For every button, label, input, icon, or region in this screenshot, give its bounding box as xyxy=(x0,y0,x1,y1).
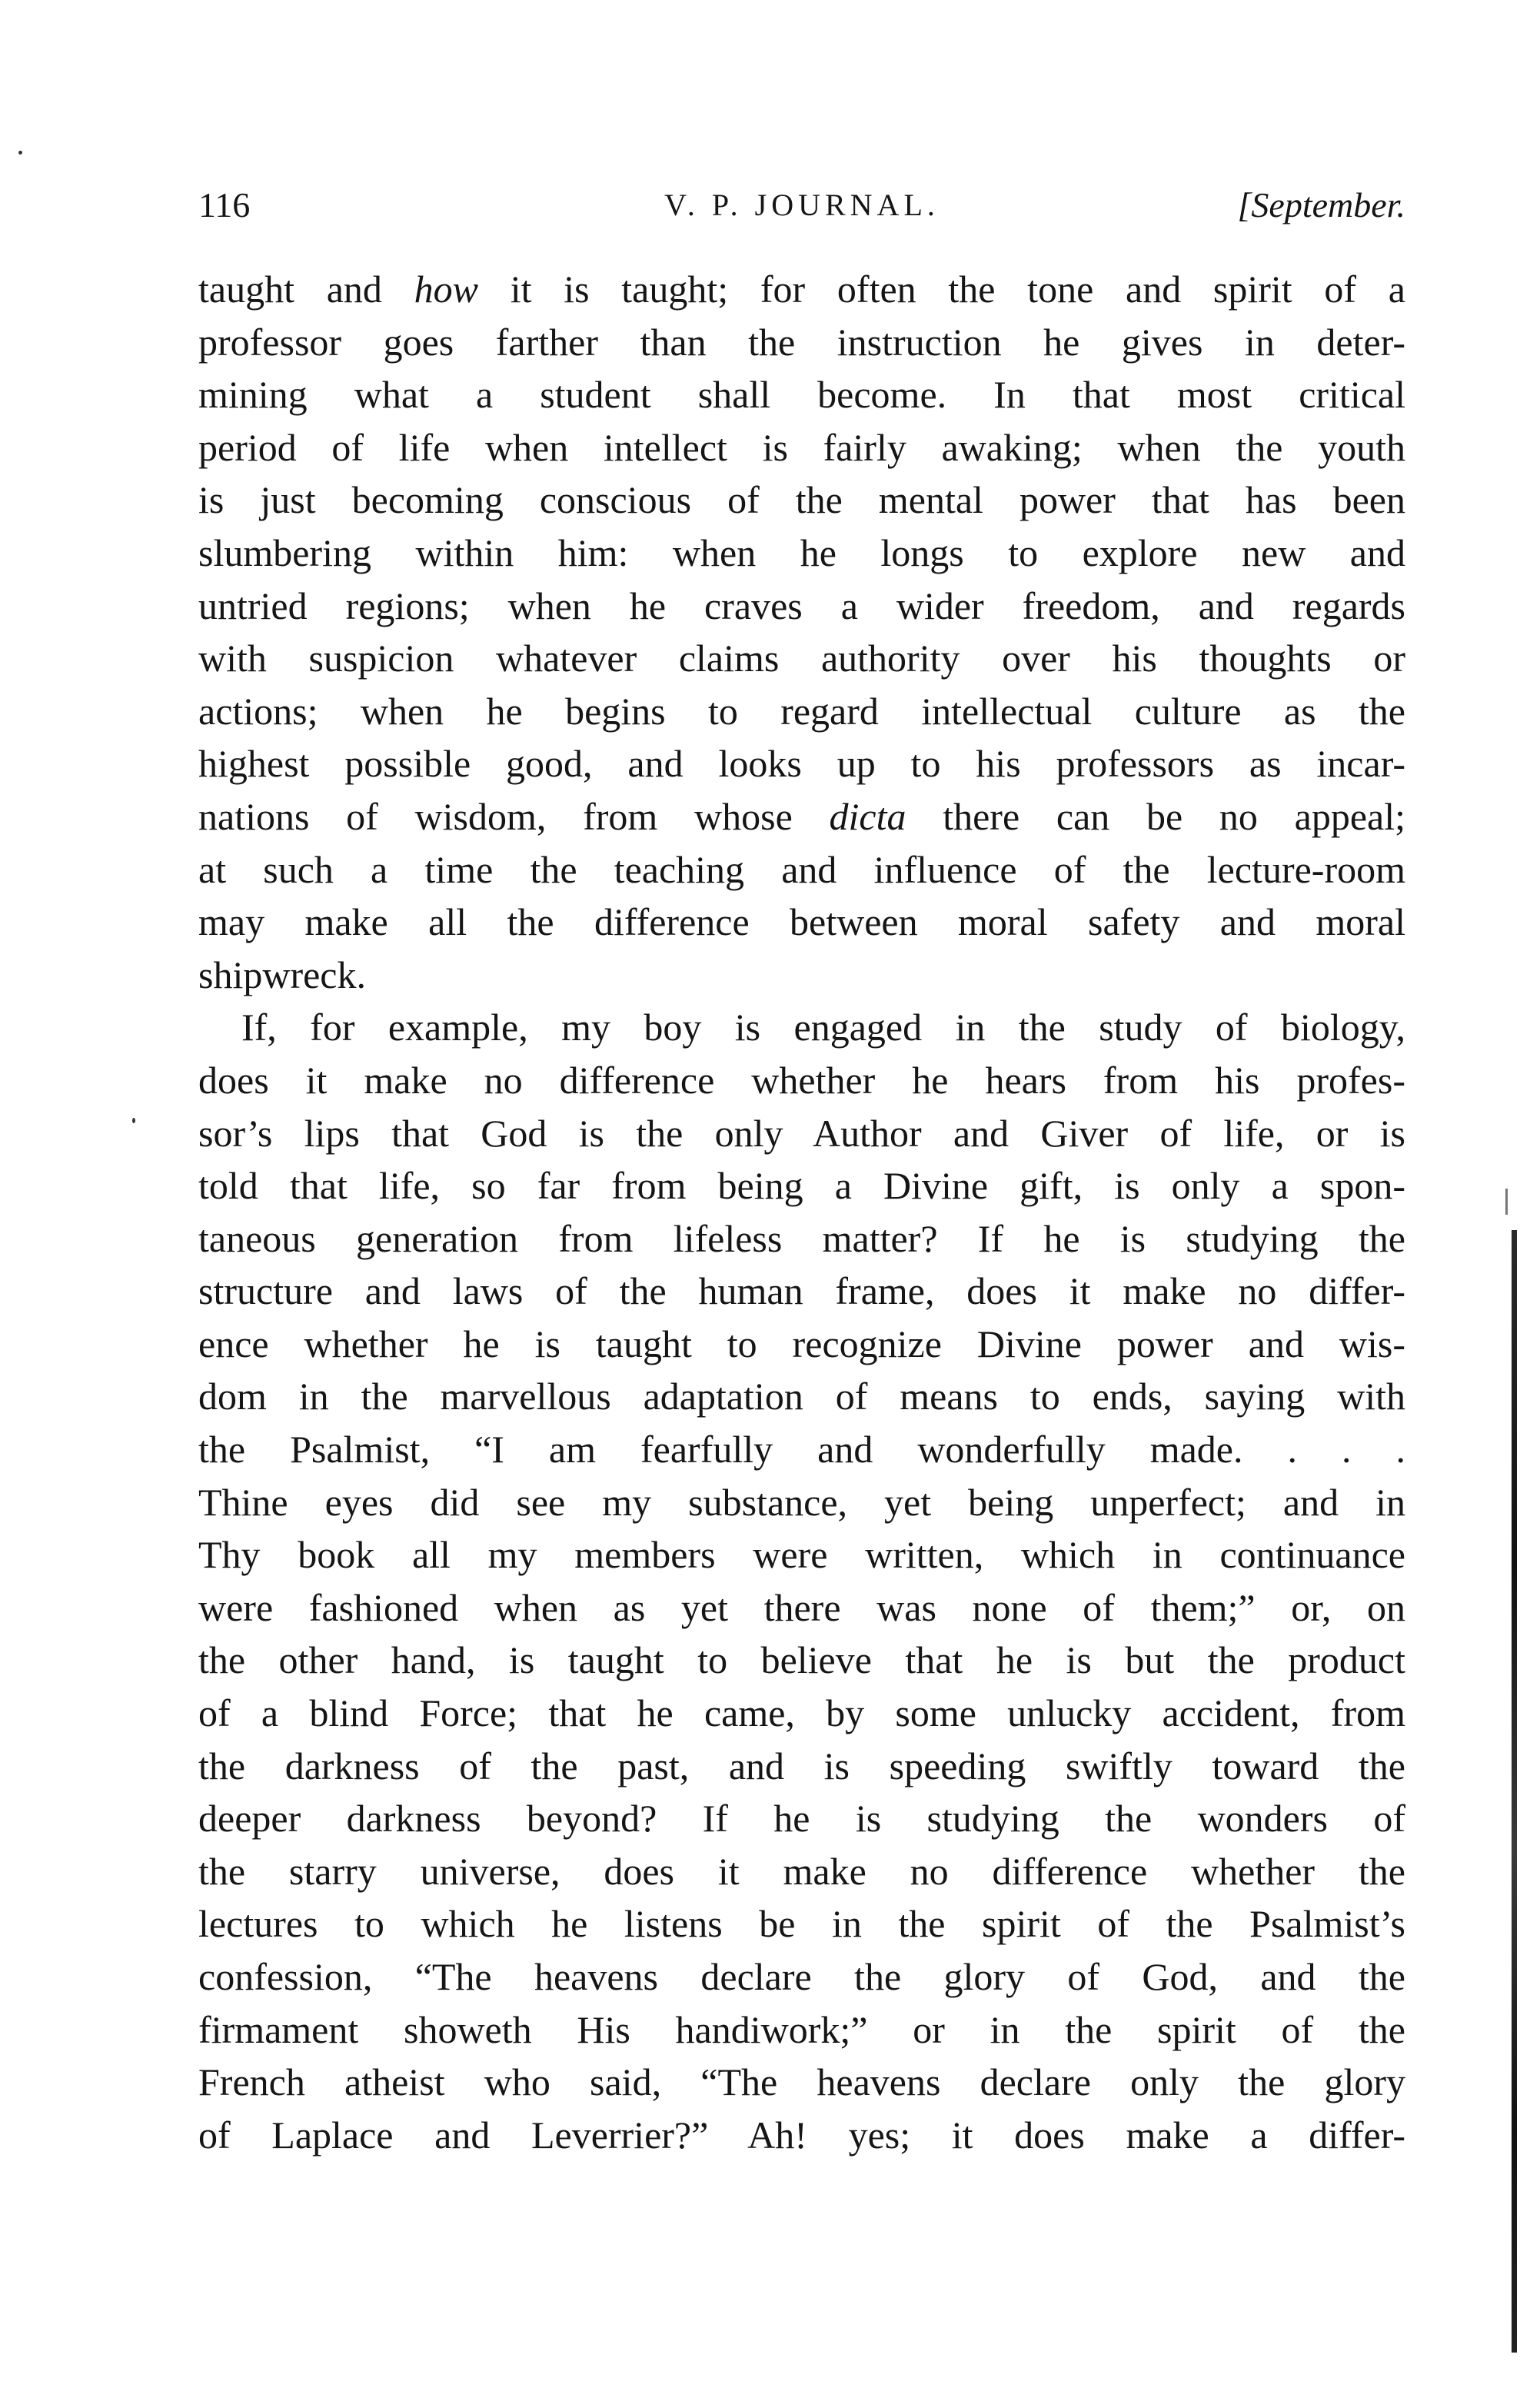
text-line: of Laplace and Leverrier?” Ah! yes; it does make a differ- xyxy=(198,2113,1405,2157)
text-line: may make all the difference between moral safety and moral xyxy=(198,900,1405,944)
text-line: were fashioned when as yet there was none of them;” or, on xyxy=(198,1585,1405,1629)
scan-speck xyxy=(132,1118,135,1123)
text-line: does it make no difference whether he hears from his profes- xyxy=(198,1058,1405,1102)
text-line: the other hand, is taught to believe that he is but the product xyxy=(198,1638,1405,1682)
text-line: dom in the marvellous adaptation of means to ends, saying with xyxy=(198,1375,1405,1418)
text-line: slumbering within him: when he longs to explore new and xyxy=(198,530,1405,574)
text-line: is just becoming conscious of the mental power that has been xyxy=(198,478,1405,522)
text-line: the starry universe, does it make no difference whether the xyxy=(198,1849,1405,1893)
text-line: If, for example, my boy is engaged in the study of biology, xyxy=(241,1006,1405,1049)
text-line: told that life, so far from being a Divine gift, is only a spon- xyxy=(198,1164,1405,1208)
text-line: sor’s lips that God is the only Author and Giver of life, or is xyxy=(198,1111,1405,1155)
text-line: taneous generation from lifeless matter? If he is studying the xyxy=(198,1216,1405,1260)
text-line: highest possible good, and looks up to his professors as incar- xyxy=(198,742,1405,786)
header-month: [September. xyxy=(1237,185,1405,224)
text-line: lectures to which he listens be in the spirit of the Psalmist’s xyxy=(198,1902,1405,1946)
text-line: nations of wisdom, from whose dicta there can be no appeal; xyxy=(198,794,1405,838)
text-line: actions; when he begins to regard intellectual culture as the xyxy=(198,689,1405,733)
text-line: the darkness of the past, and is speeding swiftly toward the xyxy=(198,1744,1405,1787)
text-line: taught and how it is taught; for often the tone and spirit of a xyxy=(198,268,1405,311)
text-line: deeper darkness beyond? If he is studying the wonders of xyxy=(198,1797,1405,1841)
text-line: at such a time the teaching and influence of the lecture-room xyxy=(198,847,1405,891)
scan-speck xyxy=(18,151,22,155)
text-line: shipwreck. xyxy=(198,953,366,996)
text-line: structure and laws of the human frame, does it make no differ- xyxy=(198,1269,1405,1313)
text-line: mining what a student shall become. In that most critical xyxy=(198,373,1405,417)
emphasis: dicta xyxy=(829,794,906,838)
text-line: professor goes farther than the instruction he gives in deter- xyxy=(198,320,1405,364)
body-text xyxy=(198,263,1405,2161)
scan-edge-mark xyxy=(1505,1189,1508,1215)
text-line: Thine eyes did see my substance, yet being unperfect; and in xyxy=(198,1480,1405,1524)
text-line: the Psalmist, “I am fearfully and wonderfully made. . . . xyxy=(198,1428,1405,1472)
text-line: confession, “The heavens declare the glory of God, and the xyxy=(198,1955,1405,1998)
text-line: Thy book all my members were written, which in continuance xyxy=(198,1533,1405,1577)
emphasis: how xyxy=(414,268,478,311)
scan-edge-bar xyxy=(1512,1230,1517,2353)
text-line: untried regions; when he craves a wider freedom, and regards xyxy=(198,584,1405,627)
running-header xyxy=(198,178,1405,232)
text-line: of a blind Force; that he came, by some unlucky accident, from xyxy=(198,1691,1405,1735)
text-line: French atheist who said, “The heavens declare only the glory xyxy=(198,2060,1405,2104)
text-line: ence whether he is taught to recognize Divine power and wis- xyxy=(198,1322,1405,1365)
journal-title: V. P. JOURNAL. xyxy=(664,188,940,222)
text-line: with suspicion whatever claims authority over his thoughts or xyxy=(198,637,1405,680)
page-number: 116 xyxy=(198,185,251,224)
text-line: firmament showeth His handiwork;” or in the spirit of the xyxy=(198,2007,1405,2051)
text-line: period of life when intellect is fairly awaking; when the youth xyxy=(198,425,1405,469)
